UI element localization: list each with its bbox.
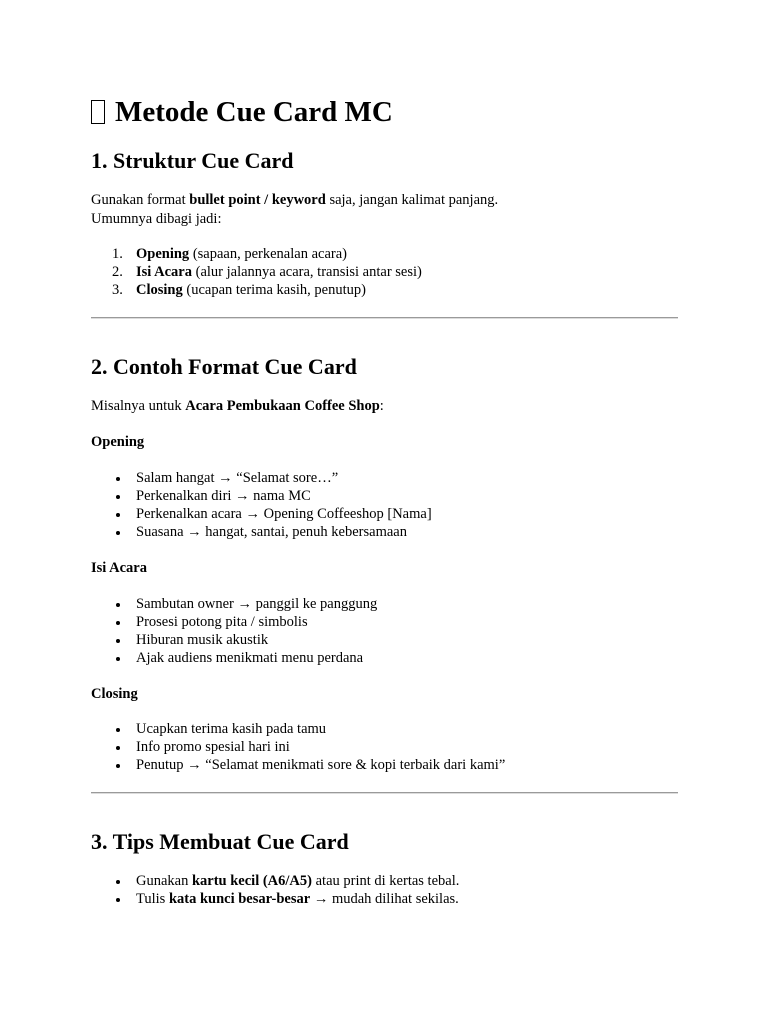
section2-intro bbox=[91, 397, 681, 416]
list-item: Info promo spesial hari ini bbox=[91, 738, 681, 756]
list-item-text: (ucapan terima kasih, penutup) bbox=[182, 282, 366, 298]
list-item-text: Gunakan bbox=[136, 873, 192, 889]
list-item bbox=[91, 890, 681, 908]
list-item bbox=[91, 245, 681, 263]
list-item: Salam hangat → “Selamat sore…” bbox=[91, 469, 681, 487]
list-item-bold: kartu kecil (A6/A5) bbox=[191, 873, 312, 889]
section1-intro bbox=[91, 191, 681, 228]
intro-text-before: Misalnya untuk bbox=[91, 398, 186, 414]
section3-heading: 3. Tips Membuat Cue Card bbox=[91, 829, 349, 854]
intro-text-after: : bbox=[379, 398, 384, 414]
list-number: 3. bbox=[112, 282, 123, 298]
opening-label: Opening bbox=[91, 434, 145, 450]
page-title bbox=[91, 92, 393, 132]
list-item-text: (alur jalannya acara, transisi antar sesi) bbox=[191, 264, 422, 280]
structure-list bbox=[91, 245, 681, 299]
list-item-bold: kata kunci besar-besar bbox=[168, 891, 311, 907]
list-number: 2. bbox=[112, 264, 123, 280]
list-item: Prosesi potong pita / simbolis bbox=[91, 613, 681, 631]
list-item: Ajak audiens menikmati menu perdana bbox=[91, 649, 681, 667]
list-item-text: → mudah dilihat sekilas. bbox=[310, 891, 459, 907]
list-item: Perkenalkan acara → Opening Coffeeshop [Nama] bbox=[91, 505, 681, 523]
isi-acara-label: Isi Acara bbox=[91, 560, 147, 576]
list-item bbox=[91, 263, 681, 281]
list-item: Sambutan owner → panggil ke panggung bbox=[91, 595, 681, 613]
missing-glyph-icon bbox=[91, 100, 105, 124]
list-item-text: (sapaan, perkenalan acara) bbox=[189, 246, 347, 262]
intro-text-bold: Acara Pembukaan Coffee Shop bbox=[185, 398, 380, 414]
list-number: 1. bbox=[112, 246, 123, 262]
intro-text-line2: Umumnya dibagi jadi: bbox=[91, 210, 222, 227]
list-item: Perkenalkan diri → nama MC bbox=[91, 487, 681, 505]
list-item bbox=[91, 281, 681, 299]
page-title-text: Metode Cue Card MC bbox=[115, 96, 393, 128]
opening-list bbox=[91, 469, 681, 541]
list-item-text: Tulis bbox=[136, 891, 169, 907]
intro-text-before: Gunakan format bbox=[91, 192, 190, 208]
section1-heading: 1. Struktur Cue Card bbox=[91, 148, 294, 173]
intro-text-after: saja, jangan kalimat panjang. bbox=[325, 192, 499, 208]
list-item-bold: Isi Acara bbox=[136, 264, 192, 280]
closing-list bbox=[91, 720, 681, 774]
tips-list bbox=[91, 872, 681, 908]
intro-text-bold: bullet point / keyword bbox=[189, 192, 326, 208]
list-item-bold: Opening bbox=[136, 246, 190, 262]
horizontal-rule bbox=[91, 317, 678, 319]
list-item: Hiburan musik akustik bbox=[91, 631, 681, 649]
isi-acara-list bbox=[91, 595, 681, 667]
list-item-text: atau print di kertas tebal. bbox=[311, 873, 460, 889]
list-item bbox=[91, 872, 681, 890]
list-item: Ucapkan terima kasih pada tamu bbox=[91, 720, 681, 738]
list-item: Penutup → “Selamat menikmati sore & kopi terbaik dari kami” bbox=[91, 756, 681, 774]
horizontal-rule bbox=[91, 792, 678, 794]
list-item: Suasana → hangat, santai, penuh kebersamaan bbox=[91, 523, 681, 541]
section2-heading: 2. Contoh Format Cue Card bbox=[91, 354, 357, 379]
closing-label: Closing bbox=[91, 686, 138, 702]
list-item-bold: Closing bbox=[136, 282, 183, 298]
